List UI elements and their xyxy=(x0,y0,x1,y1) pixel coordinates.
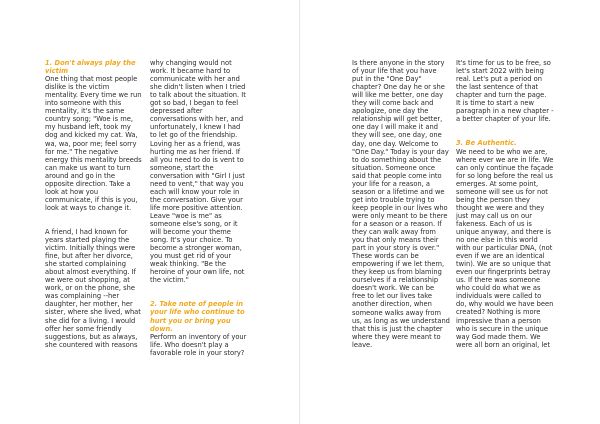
heading-victim: 1. Don't always play the victim xyxy=(45,59,136,76)
paragraph: Is there anyone in the story of your life that you have put in the "One Day" chapter? One day he or she will like me better, one day they will come back and apologize, one day the relationship will get better, one day I will make it and they will see, one day, one day, one day. Welcome to "One Day." Today is your day to do something about the situation. Someone once said that people come into your life for a reason, a season or a lifetime and we get into trouble trying to keep people in our lives who were only meant to be there for a season or a reason. If they can walk away from you that only means their part in your story is over." These words can be empowering if we let them, they keep us from blaming ourselves if a relationship doesn't work. We can be free to let our lives take another direction, when someone walks away from us, as long as we understand that this is just the chapter where they were meant to leave. xyxy=(352,59,450,349)
paragraph: Perform an inventory of your life. Who doesn't play a favorable role in your story? xyxy=(150,332,247,357)
right-page-column-2 xyxy=(456,51,557,357)
paragraph: One thing that most people dislike is the victim mentality. Every time we run into someone with this mentality, it's the same country song; "Woe is me, my husband left, took my dog and kicked my cat. Wa, wa, wa, poor me; feel sorry for me." The negative energy this mentality breeds can make us want to turn around and go in the opposite direction. Take a look at how you communicate, if this is you, look at ways to change it. xyxy=(45,75,142,212)
heading-take-note: 2. Take note of people in your life who continue to hurt you or bring you down. xyxy=(150,300,245,333)
paragraph: It's time for us to be free, so let's start 2022 with being real. Let's put a period on the last sentence of that chapter and turn the page. It is time to start a new paragraph in a new chapter - a better chapter of your life. xyxy=(456,59,554,124)
right-page-column-1 xyxy=(352,51,453,357)
heading-authentic: 3. Be Authentic. xyxy=(456,139,517,148)
paragraph: why changing would not work. It became hard to communicate with her and she didn't listen when I tried to talk about the situation. It got so bad, I began to feel depressed after conversations with her, and unfortunately, I knew I had to let go of the friendship. Loving her as a friend, was hurting me as her friend. If all you need to do is vent to someone, start the conversation with "Girl I just need to vent," that way you each will know your role in the conversation. Give your life more positive attention. Leave "woe is me" as someone else's song, or it will become your theme song. It's your choice. To become a stronger woman, you must get rid of your weak thinking. "Be the heroine of your own life, not the victim." xyxy=(150,59,246,285)
paragraph: A friend, I had known for years started playing the victim. Initially things were fine, but after her divorce, she started complaining about almost everything. If we were out shopping, at work, or on the phone, she was complaining --her daughter, her mother, her sister, where she lived, what she did for a living. I would offer her some friendly suggestions, but as always, she countered with reasons xyxy=(45,227,141,349)
paragraph: We need to be who we are, where ever we are in life. We can only continue the façade for so long before the real us emerges. At some point, someone will see us for not being the person they thought we were and they just may call us on our fakeness. Each of us is unique anyway, and there is no one else in this world with our particular DNA, (not even if we are an identical twin). We are so unique that even our fingerprints betray us. If there was someone who could do what we as individuals were called to do, why would we have been created? Nothing is more impressive than a person who is secure in the unique way God made them. We were all born an original, let xyxy=(456,147,554,349)
left-page-column-1 xyxy=(45,51,146,357)
left-page-column-2 xyxy=(150,51,251,365)
right-page xyxy=(300,0,600,424)
